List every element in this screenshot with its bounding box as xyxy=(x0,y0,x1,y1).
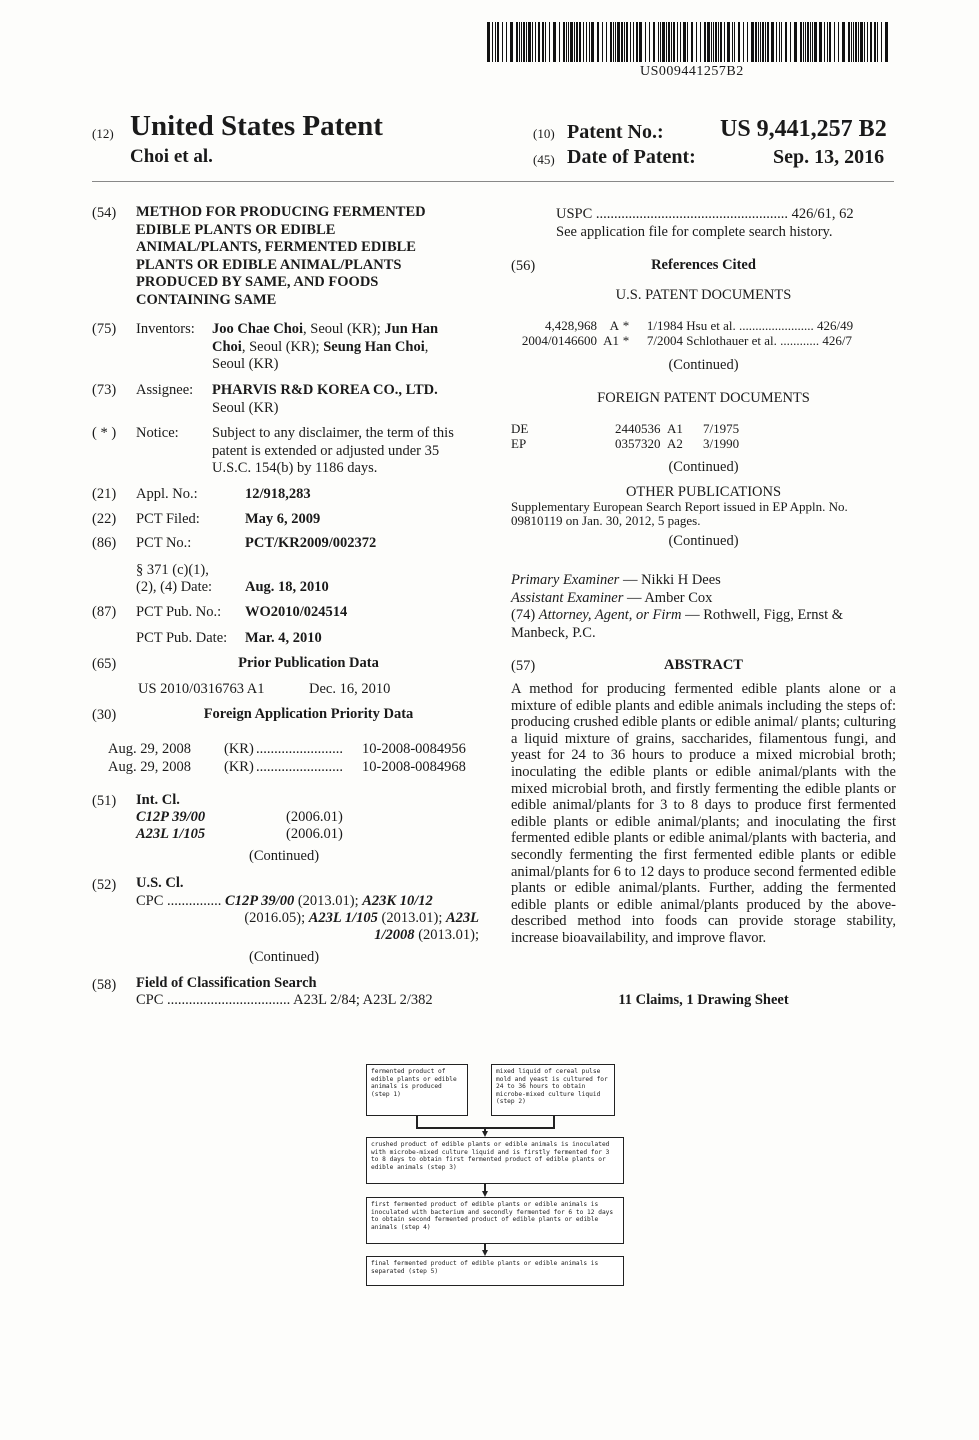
code-73: (73) xyxy=(92,382,117,398)
int-cl-heading: Int. Cl. xyxy=(136,792,180,808)
step5-box: final fermented product of edible plants or edible animals is separated (step 5) xyxy=(366,1256,624,1286)
priority-table xyxy=(108,740,466,776)
barcode-bar xyxy=(881,22,882,62)
barcode-bar xyxy=(765,22,766,62)
barcode-bar xyxy=(824,22,825,62)
inventors-label: Inventors: xyxy=(136,321,195,337)
code-22: (22) xyxy=(92,511,117,527)
barcode-bar xyxy=(687,22,688,62)
s371-label: § 371 (c)(1), (2), (4) Date: xyxy=(136,562,213,595)
code-65: (65) xyxy=(92,656,117,672)
barcode-bar xyxy=(851,22,852,62)
country-title: United States Patent xyxy=(130,110,383,142)
barcode-bar xyxy=(755,22,757,62)
code-30: (30) xyxy=(92,707,117,723)
barcode-bar xyxy=(579,22,581,62)
barcode-bar xyxy=(838,22,839,62)
connector xyxy=(416,1127,555,1129)
barcode-bar xyxy=(591,22,594,62)
barcode-bar xyxy=(781,22,782,62)
barcode-bar xyxy=(810,22,811,62)
us-docs-table xyxy=(511,318,853,348)
barcode-bar xyxy=(510,22,513,62)
barcode-bar xyxy=(495,22,496,62)
other-pubs-text: Supplementary European Search Report issued in EP Appln. No. 09810119 on Jan. 30, 2012, 5 pages. xyxy=(511,499,848,528)
prior-pub-number: US 2010/0316763 A1 xyxy=(138,681,265,697)
patent-no-label: Patent No.: xyxy=(567,121,664,143)
barcode-bar xyxy=(743,22,744,62)
step1-box: fermented product of edible plants or edible animals is produced (step 1) xyxy=(366,1064,468,1116)
barcode-bar xyxy=(516,22,518,62)
barcode-bar xyxy=(563,22,565,62)
references-heading: References Cited xyxy=(651,257,756,273)
int-cl-continued: (Continued) xyxy=(249,848,320,864)
barcode-bar xyxy=(767,22,769,62)
code-54: (54) xyxy=(92,205,117,221)
barcode-bar xyxy=(613,22,614,62)
barcode-bar xyxy=(662,22,665,62)
barcode-bar xyxy=(800,22,802,62)
appl-no: 12/918,283 xyxy=(245,486,311,502)
barcode-bar xyxy=(758,22,759,62)
pct-pub-date-label: PCT Pub. Date: xyxy=(136,630,228,646)
notice-label: Notice: xyxy=(136,425,179,441)
code-57: (57) xyxy=(511,658,536,674)
foreign-docs-continued: (Continued) xyxy=(668,459,739,475)
barcode-bar xyxy=(771,22,774,62)
barcode-bar xyxy=(597,22,599,62)
barcode-bar xyxy=(790,22,791,62)
step4-box: first fermented product of edible plants or edible animals is inoculated with bacterium and secondly fermented for 6 to 12 days to obtain second fermented product of edible plants or edible animals (step 4) xyxy=(366,1197,624,1244)
barcode-bar xyxy=(574,22,575,62)
barcode-bar xyxy=(700,22,701,62)
barcode-bar xyxy=(617,22,620,62)
pct-pub-date: Mar. 4, 2010 xyxy=(245,630,322,646)
us-doc-row: 2004/0146600 A1 * 7/2004 Schlothauer et al. ............ 426/7 xyxy=(521,333,852,348)
priority-row: Aug. 29, 2008 (KR) ........................ 10-2008-0084956 xyxy=(108,741,466,757)
appl-no-label: Appl. No.: xyxy=(136,486,198,502)
barcode-bar xyxy=(626,22,628,62)
barcode-bar xyxy=(538,22,540,62)
us-cl-cpc-line3: 1/2008 (2013.01); xyxy=(374,927,479,943)
barcode-bar xyxy=(535,22,536,62)
barcode-bar xyxy=(602,22,603,62)
barcode-bar xyxy=(492,22,493,62)
assignee: PHARVIS R&D KOREA CO., LTD. Seoul (KR) xyxy=(212,382,438,416)
barcode-bar xyxy=(734,22,735,62)
barcode-bar xyxy=(639,22,642,62)
pct-pub-no-label: PCT Pub. No.: xyxy=(136,604,222,620)
barcode-bar xyxy=(718,22,719,62)
pct-filed-label: PCT Filed: xyxy=(136,511,200,527)
barcode-bar xyxy=(848,22,850,62)
field-search-cpc: CPC .................................. A23L 2/84; A23L 2/382 xyxy=(136,992,433,1008)
barcode-bar xyxy=(874,22,876,62)
barcode-bar xyxy=(842,22,845,62)
barcode-bar xyxy=(519,22,520,62)
code-75: (75) xyxy=(92,321,117,337)
foreign-docs-table xyxy=(511,421,739,451)
barcode-bar xyxy=(630,22,631,62)
barcode-bar xyxy=(829,22,831,62)
barcode-bar xyxy=(819,22,822,62)
barcode-bar xyxy=(633,22,634,62)
examiners: Primary Examiner — Nikki H Dees Assistant Examiner — Amber Cox (74) Attorney, Agent, or Firm — Rothwell, Figg, Ernst & Manbeck, P.C. xyxy=(511,572,844,641)
barcode-bar xyxy=(858,22,859,62)
barcode-bar xyxy=(724,22,725,62)
us-cl-cpc-line1: CPC ............... C12P 39/00 (2013.01); A23K 10/12 xyxy=(136,893,433,909)
other-pubs-continued: (Continued) xyxy=(668,533,739,549)
barcode-bar xyxy=(691,22,693,62)
patent-date: Sep. 13, 2016 xyxy=(773,146,885,168)
barcode-bar xyxy=(760,22,761,62)
barcode-bar xyxy=(583,22,584,62)
barcode-bar xyxy=(506,22,507,62)
barcode-bar xyxy=(559,22,560,62)
barcode-bar xyxy=(853,22,854,62)
us-docs-continued: (Continued) xyxy=(668,357,739,373)
barcode-bar xyxy=(683,22,686,62)
pct-filed: May 6, 2009 xyxy=(245,511,321,527)
barcode-bar xyxy=(576,22,578,62)
barcode-bar xyxy=(860,22,863,62)
barcode-bar xyxy=(732,22,733,62)
barcode-bar xyxy=(677,22,678,62)
barcode-bar xyxy=(566,22,567,62)
barcode-bar xyxy=(794,22,797,62)
barcode-bar xyxy=(738,22,740,62)
us-docs-heading: U.S. PATENT DOCUMENTS xyxy=(615,287,792,303)
barcode-bar xyxy=(660,22,661,62)
barcode-bar xyxy=(568,22,569,62)
barcode-bar xyxy=(803,22,804,62)
pct-no: PCT/KR2009/002372 xyxy=(245,535,377,551)
priority-row: Aug. 29, 2008 (KR) ........................ 10-2008-0084968 xyxy=(108,759,466,775)
barcode-bar xyxy=(497,22,499,62)
barcode-bar xyxy=(827,22,828,62)
code-21: (21) xyxy=(92,486,117,502)
barcode-bar xyxy=(589,22,590,62)
barcode-bar xyxy=(696,22,697,62)
us-cl-heading: U.S. Cl. xyxy=(136,875,184,891)
abstract-text: A method for producing fermented edible plants alone or a mixture of edible plants and edible animals including the steps of: producing crushed edible plants or edible animal/ plants; culturing a liquid mixture of grains, saccharides, filamentous fungi, and yeast for 24 to 36 hours to produce a mixed microbial broth; inoculating the edible plants or edible animal/plants with the mixed microbial broth, and firstly fermenting the edible plants or edible animal/plants for 3 to 8 days to produce first fermented edible plants or edible animal/plants; and inoculating the first fermented edible plants or edible animal/plants with bacteria, and secondly fermenting the first fermented edible plants or edible animal/plants for 6 to 12 days to produce second fermented edible plants or edible animal/plants. Further, adding the fermented edible plants or edible animal/plants produced by the above-described method into foods can provide storage stability, increase bioavailability, and improve flavor. xyxy=(511,681,896,946)
barcode-bar xyxy=(586,22,587,62)
barcode-bar xyxy=(671,22,672,62)
barcode-bar xyxy=(785,22,787,62)
barcode-bar xyxy=(610,22,612,62)
prior-pub-heading: Prior Publication Data xyxy=(238,655,379,671)
barcode xyxy=(487,22,895,62)
barcode-bar xyxy=(570,22,573,62)
code-56: (56) xyxy=(511,258,536,274)
code-notice: ( * ) xyxy=(92,425,117,441)
foreign-doc-row: DE 2440536 A1 7/1975 xyxy=(511,421,740,436)
abstract-heading: ABSTRACT xyxy=(664,657,743,673)
other-pubs-heading: OTHER PUBLICATIONS xyxy=(625,484,782,500)
barcode-bar xyxy=(523,22,525,62)
barcode-bar xyxy=(666,22,667,62)
barcode-bar xyxy=(668,22,670,62)
barcode-bar xyxy=(624,22,625,62)
barcode-bar xyxy=(814,22,817,62)
foreign-docs-heading: FOREIGN PATENT DOCUMENTS xyxy=(597,390,810,406)
step2-box: mixed liquid of cereal pulse mold and yeast is cultured for 24 to 36 hours to obtain microbe-mixed culture liquid (step 2) xyxy=(491,1064,615,1116)
barcode-bar xyxy=(715,22,717,62)
barcode-bar xyxy=(812,22,813,62)
barcode-bar xyxy=(747,22,748,62)
barcode-bar xyxy=(720,22,722,62)
barcode-bar xyxy=(779,22,780,62)
barcode-bar xyxy=(877,22,878,62)
barcode-bar xyxy=(762,22,764,62)
barcode-bar xyxy=(807,22,809,62)
inventors-short: Choi et al. xyxy=(130,146,213,167)
priority-heading: Foreign Application Priority Data xyxy=(203,706,414,722)
barcode-bar xyxy=(542,22,544,62)
barcode-bar xyxy=(653,22,655,62)
step3-box: crushed product of edible plants or edible animals is inoculated with microbe-mixed culture liquid and is firstly fermented for 3 to 8 days to obtain first fermented product of edible plants or edible animals (step 3) xyxy=(366,1137,624,1184)
code-10: (10) xyxy=(533,126,555,141)
code-52: (52) xyxy=(92,877,117,893)
assignee-label: Assignee: xyxy=(136,382,194,398)
us-cl-cpc-line2: (2016.05); A23L 1/105 (2013.01); A23L xyxy=(244,910,479,926)
barcode-bar xyxy=(549,22,550,62)
barcode-bar xyxy=(673,22,675,62)
connector xyxy=(484,1184,486,1191)
invention-title: METHOD FOR PRODUCING FERMENTED EDIBLE PLANTS OR EDIBLE ANIMAL/PLANTS, FERMENTED EDIBLE PLANTS OR EDIBLE ANIMAL/PLANTS PRODUCED BY SAME, AND FOODS CONTAINING SAME xyxy=(136,204,426,308)
barcode-bar xyxy=(636,22,638,62)
barcode-bar xyxy=(487,22,490,62)
us-cl-continued: (Continued) xyxy=(249,949,320,965)
barcode-bar xyxy=(707,22,710,62)
claims-summary: 11 Claims, 1 Drawing Sheet xyxy=(618,992,789,1008)
code-86: (86) xyxy=(92,535,117,551)
code-45: (45) xyxy=(533,152,555,167)
barcode-bar xyxy=(867,22,868,62)
barcode-bar xyxy=(680,22,681,62)
notice-text: Subject to any disclaimer, the term of this patent is extended or adjusted under 35 U.S.C. 154(b) by 1186 days. xyxy=(212,425,454,476)
code-87: (87) xyxy=(92,604,117,620)
barcode-bar xyxy=(528,22,531,62)
barcode-bar xyxy=(864,22,865,62)
barcode-bar xyxy=(805,22,806,62)
header-rule xyxy=(92,181,894,182)
code-51: (51) xyxy=(92,793,117,809)
barcode-bar xyxy=(545,22,546,62)
barcode-bar xyxy=(526,22,527,62)
barcode-bar xyxy=(885,22,888,62)
barcode-bar xyxy=(776,22,777,62)
foreign-doc-row: EP 0357320 A2 3/1990 xyxy=(511,436,740,451)
barcode-bar xyxy=(645,22,646,62)
patent-number: US 9,441,257 B2 xyxy=(720,116,887,142)
barcode-bar xyxy=(621,22,623,62)
barcode-bar xyxy=(658,22,659,62)
prior-pub-date: Dec. 16, 2010 xyxy=(309,681,391,697)
barcode-bar xyxy=(532,22,533,62)
s371-date: Aug. 18, 2010 xyxy=(245,579,329,595)
int-cl-table: C12P 39/00 (2006.01) A23L 1/105 (2006.01) xyxy=(136,809,343,842)
barcode-bar xyxy=(704,22,706,62)
barcode-bar xyxy=(855,22,857,62)
inventors-list: Joo Chae Choi, Seoul (KR); Jun Han Choi, Seoul (KR); Seung Han Choi, Seoul (KR) xyxy=(212,321,439,372)
barcode-bar xyxy=(553,22,556,62)
barcode-bar xyxy=(606,22,607,62)
code-12: (12) xyxy=(92,126,114,141)
see-application: See application file for complete search history. xyxy=(556,224,833,240)
barcode-bar xyxy=(834,22,835,62)
barcode-bar xyxy=(649,22,650,62)
code-58: (58) xyxy=(92,977,117,993)
pct-pub-no: WO2010/024514 xyxy=(245,604,348,620)
barcode-bar xyxy=(502,22,503,62)
field-search-heading: Field of Classification Search xyxy=(136,975,317,991)
barcode-number: US009441257B2 xyxy=(640,64,744,79)
barcode-bar xyxy=(711,22,712,62)
barcode-bar xyxy=(713,22,714,62)
barcode-bar xyxy=(870,22,872,62)
barcode-bar xyxy=(615,22,616,62)
uspc-line: USPC ..................................................... 426/61, 62 xyxy=(556,206,854,222)
pct-no-label: PCT No.: xyxy=(136,535,192,551)
barcode-bar xyxy=(751,22,754,62)
date-label: Date of Patent: xyxy=(567,146,696,168)
barcode-bar xyxy=(727,22,730,62)
barcode-bar xyxy=(521,22,522,62)
us-doc-row: 4,428,968 A * 1/1984 Hsu et al. ....................... 426/49 xyxy=(545,318,854,333)
